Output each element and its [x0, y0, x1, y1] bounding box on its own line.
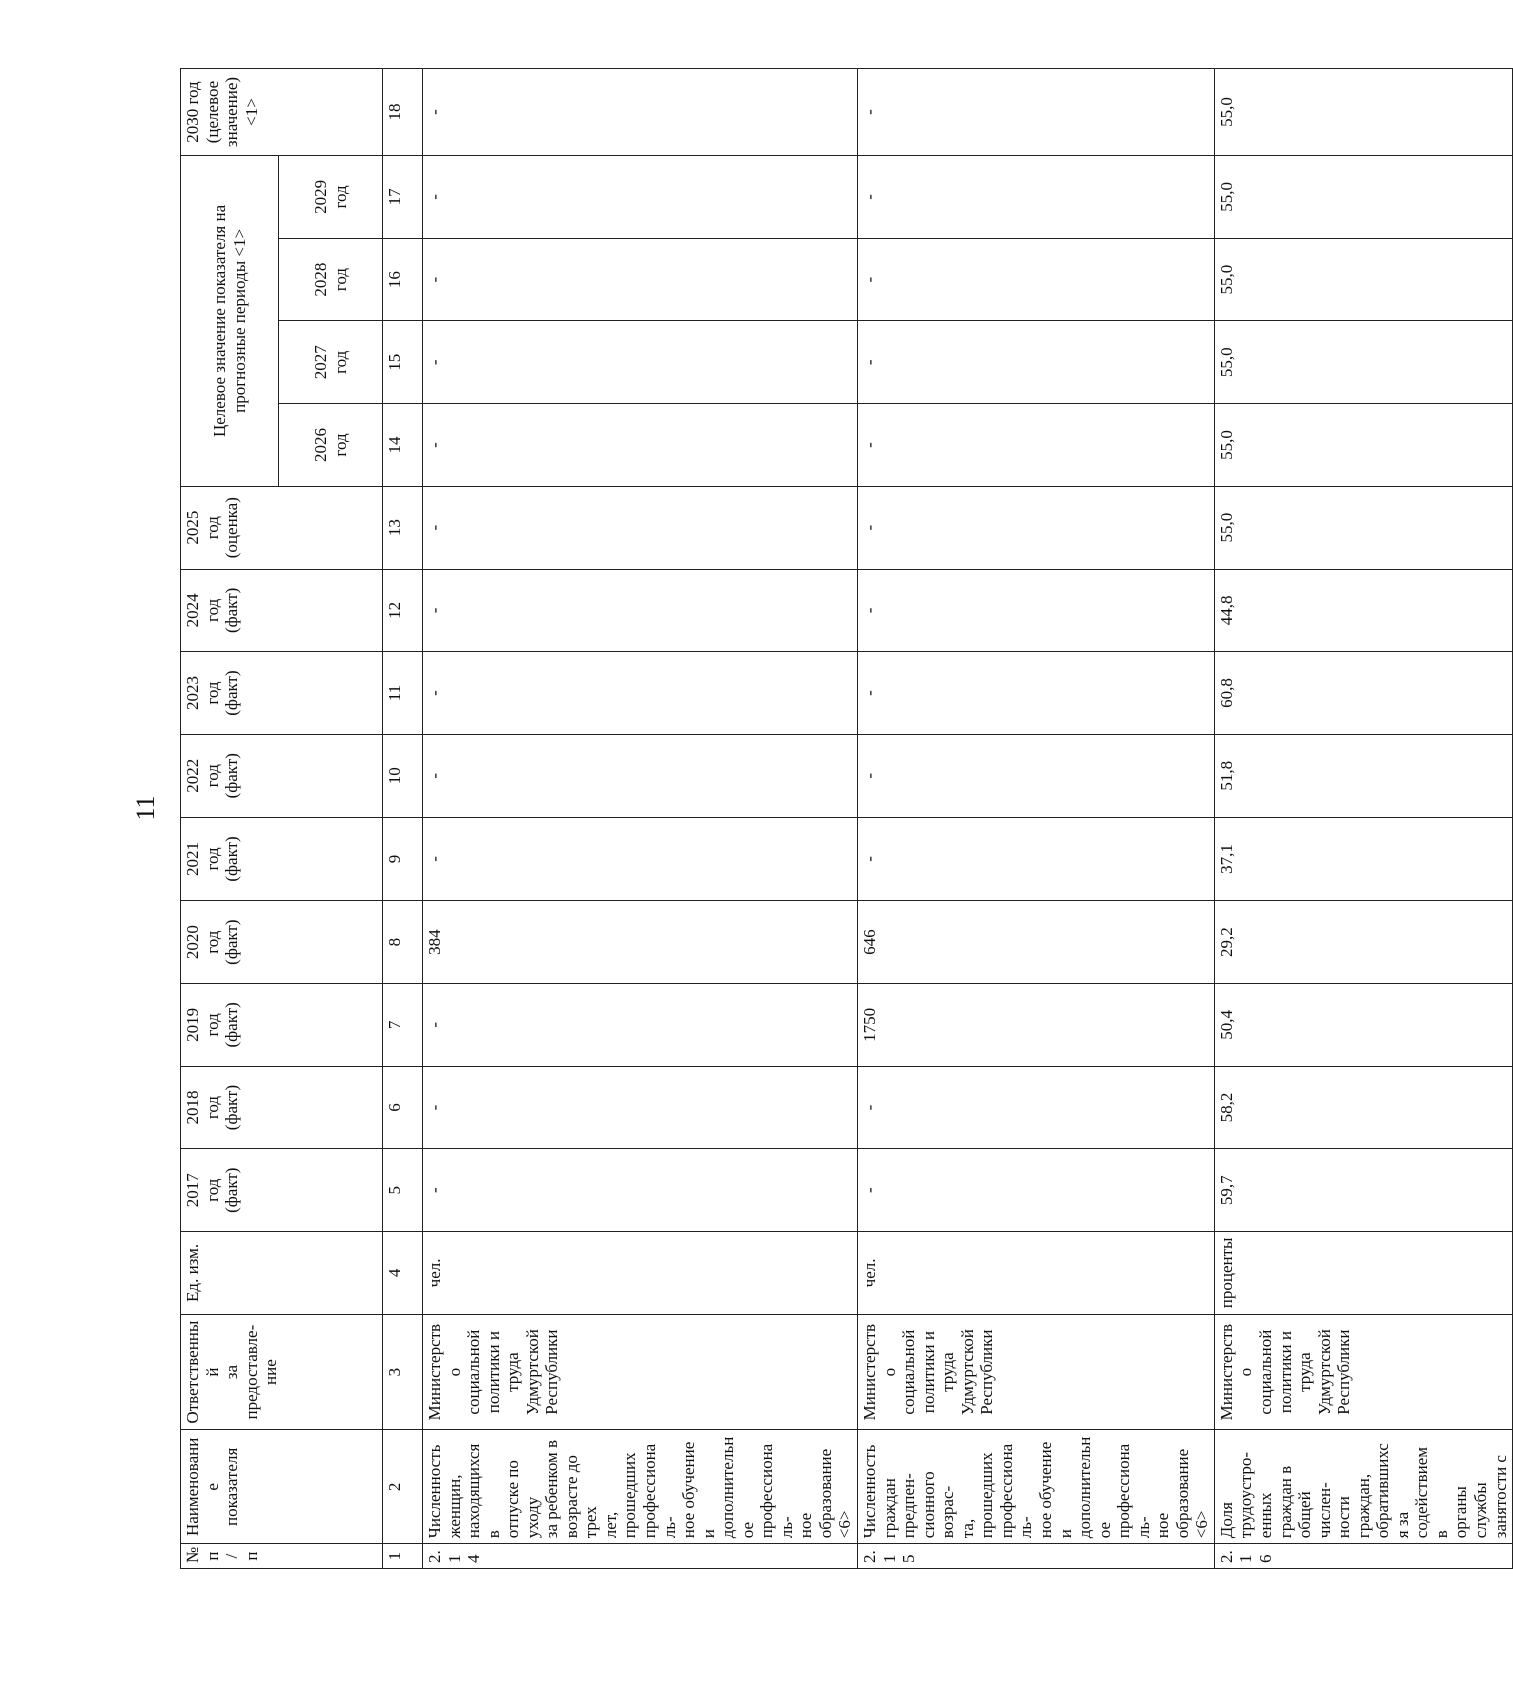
- header-target-group: Целевое значение показателя на прогнозные периоды <1>: [181, 156, 279, 487]
- header-2026: 2026 год: [279, 404, 383, 487]
- value-cell: 59,7: [1214, 1149, 1512, 1232]
- column-number: 3: [383, 1314, 423, 1430]
- responsible-body: Министерство социальной политики и труда Удмуртской Республики: [858, 1314, 1215, 1430]
- value-cell: 55,0: [1214, 69, 1512, 156]
- indicators-table: [180, 68, 1513, 1569]
- value-cell: 37,1: [1214, 817, 1512, 901]
- value-cell: -: [858, 156, 1215, 239]
- header-num: № п/п: [181, 1544, 383, 1569]
- unit: проценты: [1214, 1232, 1512, 1315]
- value-cell: -: [423, 69, 858, 156]
- column-number: 6: [383, 1066, 423, 1149]
- responsible-body: Министерство социальной политики и труда Удмуртской Республики: [423, 1314, 858, 1430]
- column-number: 4: [383, 1232, 423, 1315]
- value-cell: 58,2: [1214, 1066, 1512, 1149]
- value-cell: -: [423, 569, 858, 652]
- value-cell: -: [858, 1149, 1215, 1232]
- column-number: 17: [383, 156, 423, 239]
- value-cell: 384: [423, 901, 858, 984]
- header-2029: 2029 год: [279, 156, 383, 239]
- column-numbers-row: [383, 69, 423, 1569]
- table-row: [858, 69, 1215, 1569]
- header-name: Наименование показателя: [181, 1430, 383, 1544]
- indicator-name: Численность женщин, находящихся в отпуске по уходу за ребенком в возрасте до трех лет, прошедших профессиональ- ное обучение и дополнительное профессиональ- ное образование <6>: [423, 1430, 858, 1544]
- column-number: 14: [383, 404, 423, 487]
- column-number: 10: [383, 734, 423, 817]
- value-cell: -: [423, 1149, 858, 1232]
- column-number: 11: [383, 652, 423, 735]
- value-cell: 55,0: [1214, 404, 1512, 487]
- row-number: 2.16: [1214, 1544, 1512, 1569]
- value-cell: -: [858, 404, 1215, 487]
- header-2024: 2024 год (факт): [181, 569, 383, 652]
- value-cell: 55,0: [1214, 486, 1512, 569]
- header-2019: 2019 год (факт): [181, 983, 383, 1066]
- header-2022: 2022 год (факт): [181, 734, 383, 817]
- value-cell: 29,2: [1214, 901, 1512, 984]
- value-cell: -: [858, 569, 1215, 652]
- header-2020: 2020 год (факт): [181, 901, 383, 984]
- header-2027: 2027 год: [279, 321, 383, 404]
- column-number: 2: [383, 1430, 423, 1544]
- row-number: 2.15: [858, 1544, 1215, 1569]
- header-2021: 2021 год (факт): [181, 817, 383, 901]
- value-cell: -: [858, 817, 1215, 901]
- value-cell: 60,8: [1214, 652, 1512, 735]
- value-cell: -: [423, 156, 858, 239]
- column-number: 9: [383, 817, 423, 901]
- indicator-name: Численность граждан предпен- сионного возрас- та, прошедших профессиональ- ное обучение и дополнительное профессиональ- ное образование <6>: [858, 1430, 1215, 1544]
- column-number: 8: [383, 901, 423, 984]
- value-cell: 44,8: [1214, 569, 1512, 652]
- header-2017: 2017 год (факт): [181, 1149, 383, 1232]
- value-cell: -: [423, 486, 858, 569]
- header-2025: 2025 год (оценка): [181, 486, 383, 569]
- header-unit: Ед. изм.: [181, 1232, 383, 1315]
- column-number: 7: [383, 983, 423, 1066]
- value-cell: -: [858, 1066, 1215, 1149]
- value-cell: -: [423, 321, 858, 404]
- indicator-name: Доля трудоустро- енных граждан в общей числен- ности граждан, обратившихся за содействием в органы службы занятости с: [1214, 1430, 1512, 1544]
- column-number: 16: [383, 238, 423, 321]
- value-cell: -: [423, 983, 858, 1066]
- header-2018: 2018 год (факт): [181, 1066, 383, 1149]
- page-number: 11: [131, 795, 160, 821]
- column-number: 1: [383, 1544, 423, 1569]
- value-cell: -: [858, 321, 1215, 404]
- value-cell: 51,8: [1214, 734, 1512, 817]
- header-2028: 2028 год: [279, 238, 383, 321]
- table-row: [1214, 69, 1512, 1569]
- table-row: [423, 69, 858, 1569]
- value-cell: -: [858, 734, 1215, 817]
- value-cell: 50,4: [1214, 983, 1512, 1066]
- value-cell: -: [423, 404, 858, 487]
- unit: чел.: [858, 1232, 1215, 1315]
- value-cell: 646: [858, 901, 1215, 984]
- unit: чел.: [423, 1232, 858, 1315]
- value-cell: 55,0: [1214, 238, 1512, 321]
- value-cell: -: [423, 817, 858, 901]
- value-cell: -: [423, 238, 858, 321]
- header-2023: 2023 год (факт): [181, 652, 383, 735]
- value-cell: -: [858, 238, 1215, 321]
- rotated-table-container: [180, 68, 1510, 1569]
- header-2030: 2030 год (целевое значение) <1>: [181, 69, 383, 156]
- value-cell: 55,0: [1214, 321, 1512, 404]
- header-responsible: Ответственный за предоставле- ние: [181, 1314, 383, 1430]
- value-cell: 1750: [858, 983, 1215, 1066]
- header-row-1: [181, 69, 279, 1569]
- column-number: 18: [383, 69, 423, 156]
- value-cell: -: [423, 1066, 858, 1149]
- value-cell: 55,0: [1214, 156, 1512, 239]
- value-cell: -: [423, 734, 858, 817]
- column-number: 13: [383, 486, 423, 569]
- value-cell: -: [858, 652, 1215, 735]
- column-number: 15: [383, 321, 423, 404]
- column-number: 5: [383, 1149, 423, 1232]
- responsible-body: Министерство социальной политики и труда Удмуртской Республики: [1214, 1314, 1512, 1430]
- row-number: 2.14: [423, 1544, 858, 1569]
- value-cell: -: [858, 486, 1215, 569]
- column-number: 12: [383, 569, 423, 652]
- value-cell: -: [858, 69, 1215, 156]
- value-cell: -: [423, 652, 858, 735]
